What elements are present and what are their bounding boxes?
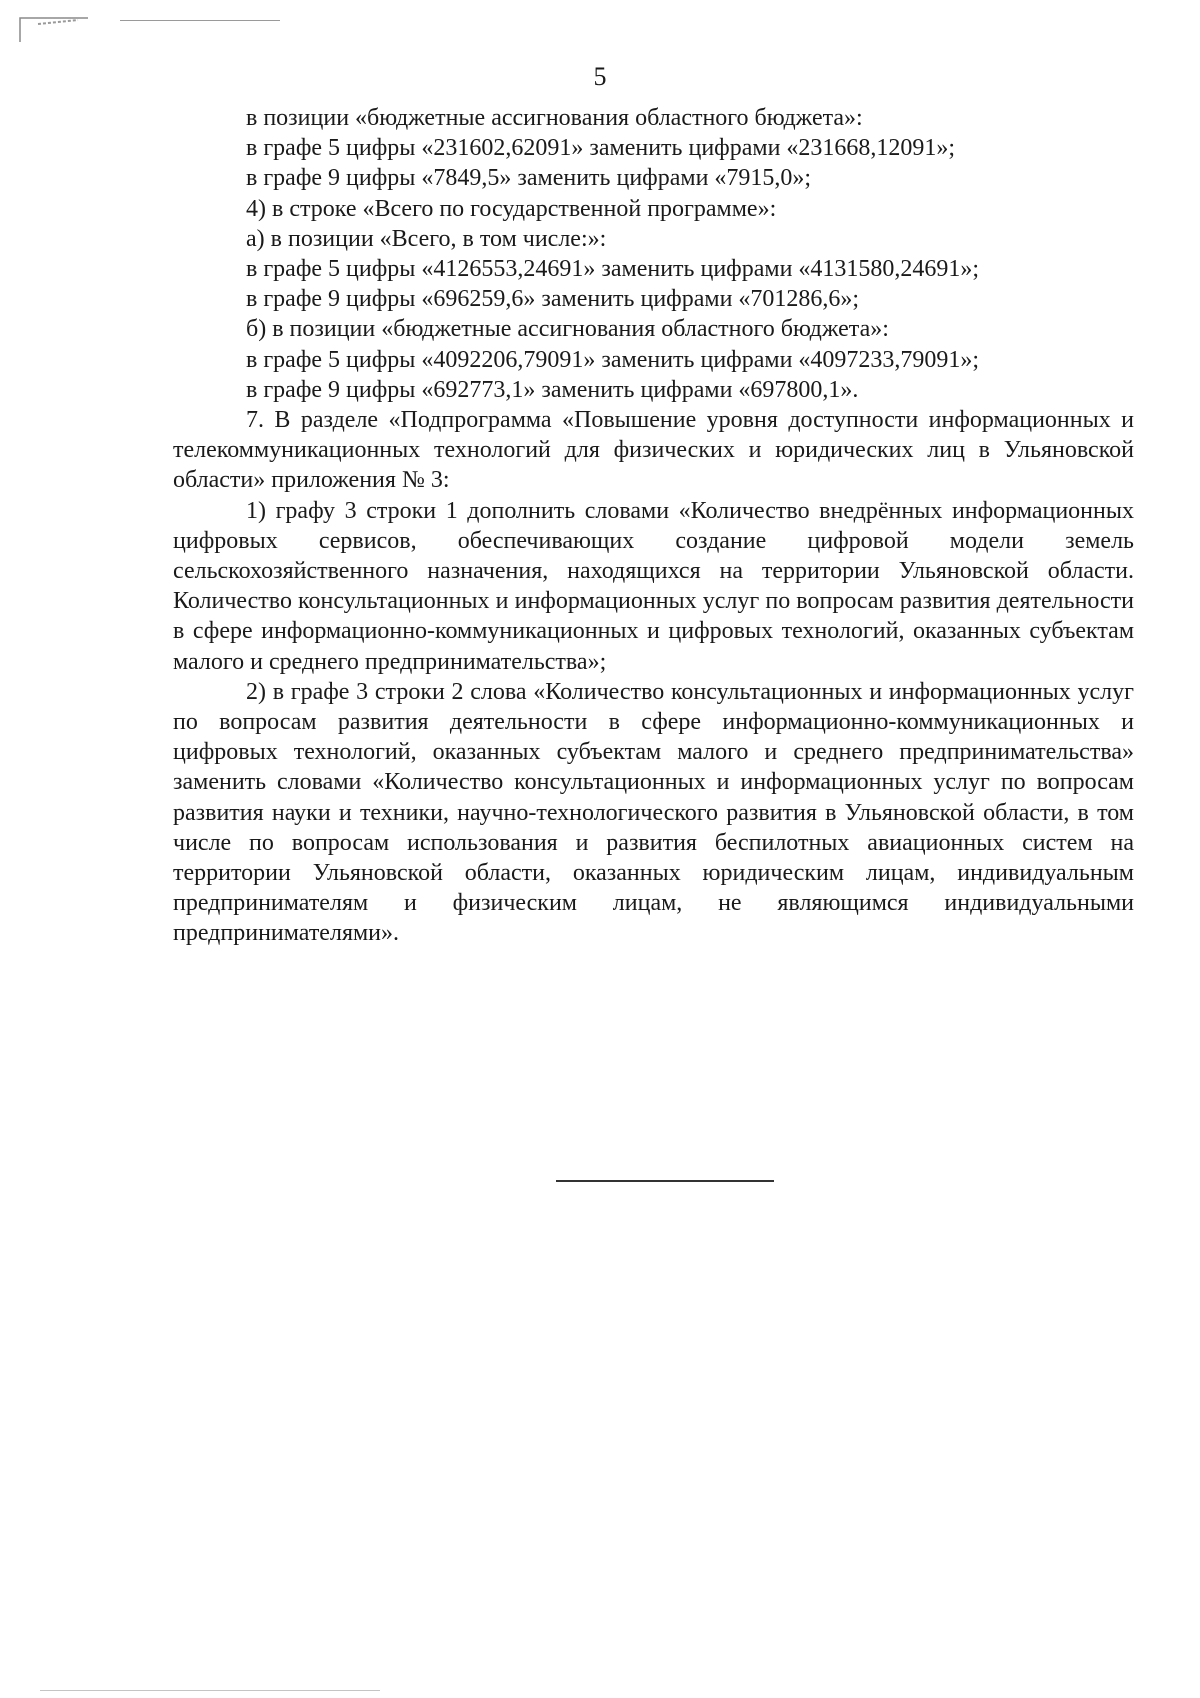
text-line: в графе 9 цифры «692773,1» заменить цифрами «697800,1». [246, 376, 859, 403]
text-line: б) в позиции «бюджетные ассигнования областного бюджета»: [246, 316, 889, 343]
text-line: в графе 5 цифры «4092206,79091» заменить цифрами «4097233,79091»; [246, 346, 980, 373]
end-of-text-rule [556, 1180, 774, 1182]
paragraph-item-2: 2) в графе 3 строки 2 слова «Количество консультационных и информационных услуг по вопросам развития деятельности в сфере информационно-коммуникационных и цифровых технологий, оказанных субъектам малого и среднего предпринимательства» заменить словами «Количество консультационных и информационных услуг по вопросам развития науки и техники, научно-технологического развития в Ульяновской области, в том числе по вопросам использования и развития беспилотных авиационных систем на территории Ульяновской области, оказанных юридическим лицам, индивидуальным предпринимателям и физическим лицам, не являющимся индивидуальными предпринимателями». [173, 678, 1134, 947]
text-line: 4) в строке «Всего по государственной программе»: [246, 195, 777, 222]
text-line: в графе 5 цифры «231602,62091» заменить цифрами «231668,12091»; [246, 135, 956, 162]
document-body [173, 103, 1134, 949]
text-line: в графе 9 цифры «696259,6» заменить цифрами «701286,6»; [246, 286, 860, 313]
scan-artifact-corner [18, 14, 98, 44]
page-number: 5 [593, 62, 607, 91]
text-line: в позиции «бюджетные ассигнования областного бюджета»: [246, 105, 863, 131]
scan-artifact-top [120, 20, 280, 21]
scan-artifact-bottom [40, 1690, 380, 1691]
text-line: в графе 5 цифры «4126553,24691» заменить цифрами «4131580,24691»; [246, 256, 980, 283]
text-line: а) в позиции «Всего, в том числе:»: [246, 225, 607, 252]
text-line: в графе 9 цифры «7849,5» заменить цифрами «7915,0»; [246, 165, 812, 192]
paragraph-item-1: 1) графу 3 строки 1 дополнить словами «Количество внедрённых информационных цифровых сервисов, обеспечивающих создание цифровой модели земель сельскохозяйственного назначения, находящихся на территории Ульяновской области. Количество консультационных и информационных услуг по вопросам развития деятельности в сфере информационно-коммуникационных и цифровых технологий, оказанных субъектам малого и среднего предпринимательства»; [173, 497, 1134, 675]
paragraph-section-7: 7. В разделе «Подпрограмма «Повышение уровня доступности информационных и телекоммуникационных технологий для физических и юридических лиц в Ульяновской области» приложения № 3: [173, 407, 1134, 494]
